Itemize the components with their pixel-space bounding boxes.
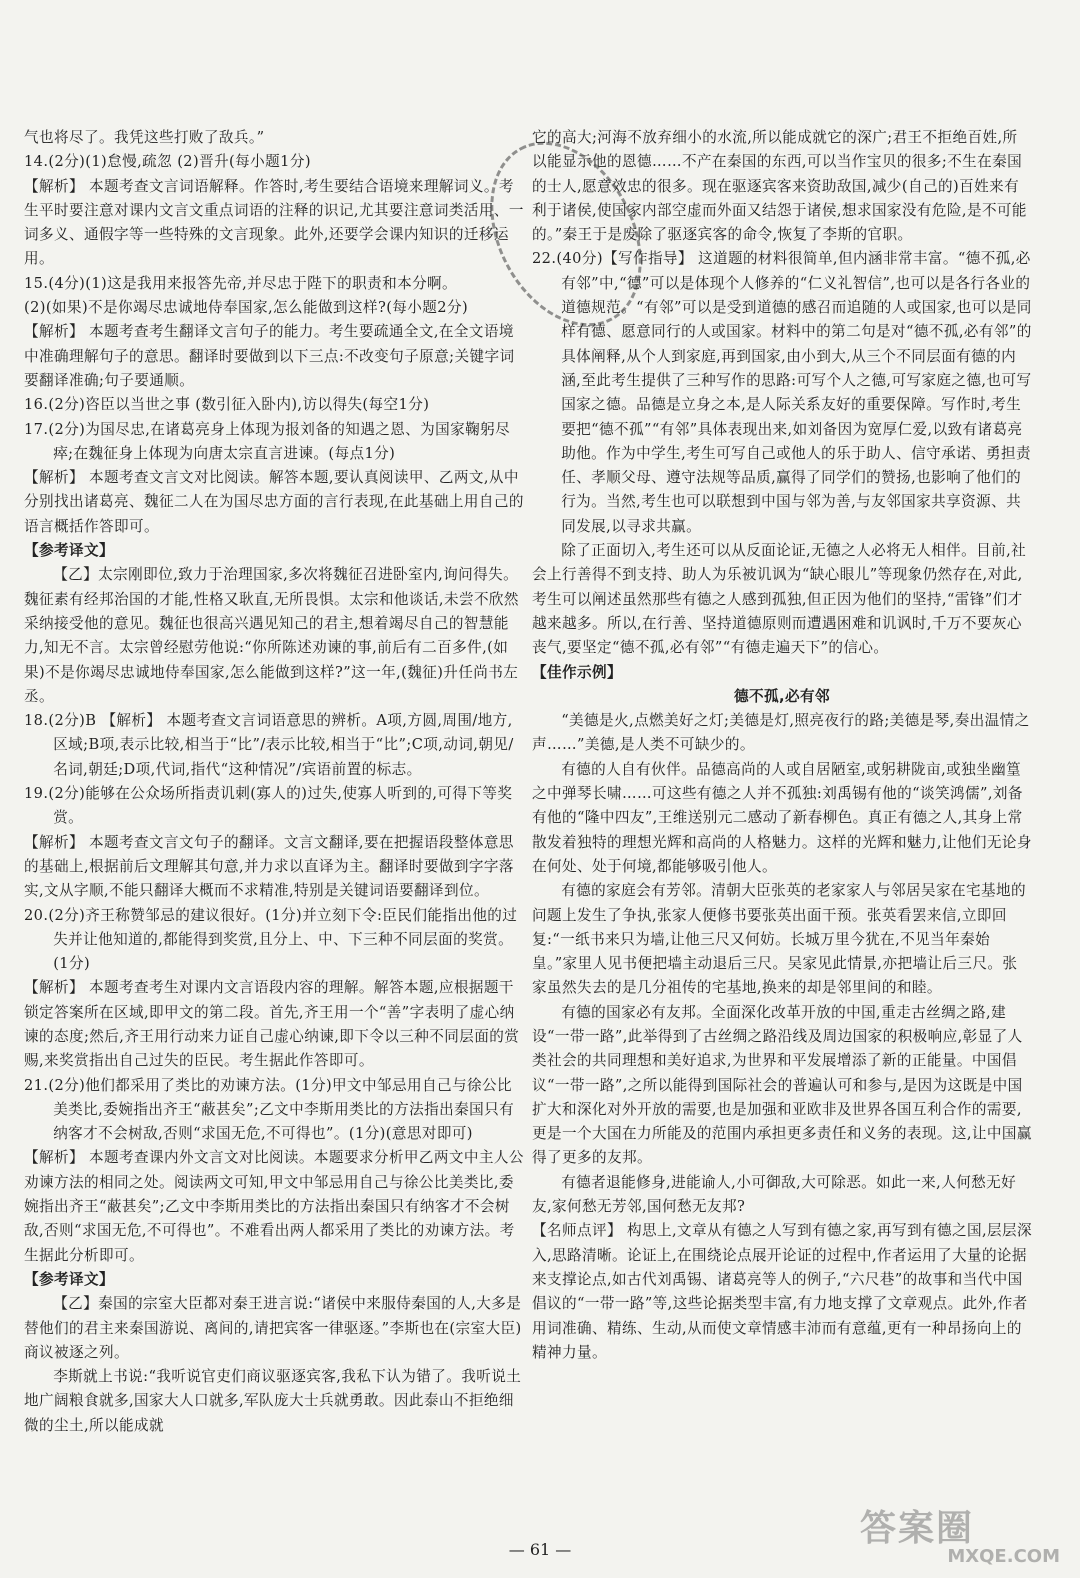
left-paragraph: 【解析】 本题考查课内外文言文对比阅读。本题要求分析甲乙两文中主人公劝谏方法的相同之处。阅读两文可知,甲文中邹忌用自己与徐公比美类比,委婉指出齐王“蔽甚矣”;乙文中李斯用类比的方法指出秦国只有纳客才不会树敌,否则“求国无危,不可得也”。不难看出两人都采用了类比的劝谏方法。考生据此分析即可。 bbox=[24, 1149, 524, 1264]
left-paragraph: 16.(2分)咨臣以当世之事 (数引征入卧内),访以得失(每空1分) bbox=[24, 396, 430, 414]
right-paragraph: “美德是火,点燃美好之灯;美德是灯,照亮夜行的路;美德是琴,奏出温情之声……”美德,是人类不可缺少的。 bbox=[532, 712, 1030, 754]
left-paragraph: 18.(2分)B 【解析】 本题考查文言词语意思的辨析。A项,方圆,周围/地方,区域;B项,表示比较,相当于“比”/表示比较,相当于“比”;C项,动词,朝见/名词,朝廷;D项,代词,指代“这种情况”/宾语前置的标志。 bbox=[24, 712, 514, 778]
left-paragraph: 【解析】 本题考查文言文句子的翻译。文言文翻译,要在把握语段整体意思的基础上,根据前后文理解其句意,并力求以直译为主。翻译时要做到字字落实,文从字顺,不能只翻译大概而不求精准,特别是关键词语要翻译到位。 bbox=[24, 833, 514, 900]
right-paragraph: 它的高大;河海不放弃细小的水流,所以能成就它的深广;君王不拒绝百姓,所以能显示他的恩德……不产在秦国的东西,可以当作宝贝的很多;不生在秦国的士人,愿意效忠的很多。现在驱逐宾客来资助敌国,减少(自己的)百姓来有利于诸侯,使国家内部空虚而外面又结怨于诸侯,想求国家没有危险,是不可能的。”秦王于是废除了驱逐宾客的命令,恢复了李斯的官职。 bbox=[532, 129, 1027, 244]
left-paragraph: 【解析】 本题考查考生翻译文言句子的能力。考生要疏通全文,在全文语境中准确理解句子的意思。翻译时要做到以下三点:不改变句子原意;关键字词要翻译准确;句子要通顺。 bbox=[24, 323, 515, 389]
page-number: — 61 — bbox=[508, 1540, 572, 1559]
left-paragraph: 19.(2分)能够在公众场所指责讥刺(寡人的)过失,使寡人听到的,可得下等奖赏。 bbox=[24, 785, 513, 827]
right-paragraph: 除了正面切入,考生还可以从反面论证,无德之人必将无人相伴。目前,社会上行善得不到支持、助人为乐被讥讽为“缺心眼儿”等现象仍然存在,对此,考生可以阐述虽然那些有德之人感到孤独,但正因为他们的坚持,“雷锋”们才越来越多。所以,在行善、坚持道德原则而遭遇困难和讥讽时,千万不要灰心丧气,要坚定“德不孤,必有邻”“有德走遍天下”的信心。 bbox=[532, 542, 1027, 657]
watermark-url: MXQE.COM bbox=[947, 1546, 1060, 1567]
left-column bbox=[24, 126, 524, 1438]
left-paragraph: 李斯就上书说:“我听说官吏们商议驱逐宾客,我私下认为错了。我听说土地广阔粮食就多,国家大人口就多,军队庞大士兵就勇敢。因此泰山不拒绝细微的尘土,所以能成就 bbox=[24, 1368, 522, 1434]
right-paragraph: 有德者退能修身,进能谕人,小可御敌,大可除恶。如此一来,人何愁无好友,家何愁无芳邻,国何愁无友邦? bbox=[532, 1173, 1017, 1216]
left-paragraph: 【解析】 本题考查文言词语解释。作答时,考生要结合语境来理解词义。考生平时要注意对课内文言文重点词语的注释的识记,尤其要注意词类活用、一词多义、通假字等一些特殊的文言现象。此外,还要学会课内知识的迁移运用。 bbox=[24, 177, 524, 268]
right-paragraph: 有德的家庭会有芳邻。清朝大臣张英的老家家人与邻居吴家在宅基地的问题上发生了争执,张家人便修书要张英出面干预。张英看罢来信,立即回复:“一纸书来只为墙,让他三尺又何妨。长城万里今犹在,不见当年秦始皇。”家里人见书便把墙主动退后三尺。吴家见此情景,亦把墙让后三尺。张家虽然失去的是几分祖传的宅基地,换来的却是邻里间的和睦。 bbox=[532, 882, 1026, 997]
right-paragraph: 有德的人自有伙伴。品德高尚的人或自居陋室,或躬耕陇亩,或独坐幽篁之中弹琴长啸……可这些有德之人并不孤独:刘禹锡有他的“谈笑鸿儒”,刘备有他的“隆中四友”,王维送别元二感动了新春柳色。真正有德之人,其身上常散发着独特的理想光辉和高尚的人格魅力。这样的光辉和魅力,让他们无论身在何处、处于何境,都能够吸引他人。 bbox=[532, 760, 1032, 875]
left-paragraph: 【解析】 本题考查文言文对比阅读。解答本题,要认真阅读甲、乙两文,从中分别找出诸葛亮、魏征二人在为国尽忠方面的言行表现,在此基础上用自己的语言概括作答即可。 bbox=[24, 469, 524, 535]
left-paragraph: 【乙】太宗刚即位,致力于治理国家,多次将魏征召进卧室内,询问得失。魏征素有经邦治国的才能,性格又耿直,无所畏惧。太宗和他谈话,未尝不欣然采纳接受他的意见。魏征也很高兴遇见知己的君主,想着竭尽自己的智慧能力,知无不言。太宗曾经慰劳他说:“你所陈述劝谏的事,前后有二百多件,(如果)不是你竭尽忠诚地侍奉国家,怎么能做到这样?”这一年,(魏征)升任尚书左丞。 bbox=[24, 566, 519, 705]
right-paragraph: 【佳作示例】 bbox=[532, 663, 622, 681]
left-paragraph: 20.(2分)齐王称赞邹忌的建议很好。(1分)并立刻下令:臣民们能指出他的过失并让他知道的,都能得到奖赏,且分上、中、下三种不同层面的奖赏。(1分) bbox=[24, 906, 518, 973]
left-paragraph: 气也将尽了。我凭这些打败了敌兵。” bbox=[24, 129, 265, 146]
right-paragraph: 【名师点评】 构思上,文章从有德之人写到有德之家,再写到有德之国,层层深入,思路清晰。论证上,在围绕论点展开论证的过程中,作者运用了大量的论据来支撑论点,如古代刘禹锡、诸葛亮等人的例子,“六尺巷”的故事和当代中国倡议的“一带一路”等,这些论据类型丰富,有力地支撑了文章观点。此外,作者用词准确、精练、生动,从而使文章情感丰沛而有意蕴,更有一种昂扬向上的精神力量。 bbox=[532, 1222, 1032, 1361]
right-paragraph: 22.(40分)【写作指导】 这道题的材料很简单,但内涵非常丰富。“德不孤,必有邻”中,“德”可以是体现个人修养的“仁义礼智信”,也可以是各行各业的道德规范。“有邻”可以是受到道德的感召而追随的人或国家,也可以是同样有德、愿意同行的人或国家。材料中的第二句是对“德不孤,必有邻”的具体阐释,从个人到家庭,再到国家,由小到大,从三个不同层面有德的内涵,至此考生提供了三种写作的思路:可写个人之德,可写家庭之德,也可写国家之德。品德是立身之本,是人际关系友好的重要保障。写作时,考生要把“德不孤”“有邻”具体表现出来,如刘备因为宽厚仁爱,以致有诸葛亮助他。作为中学生,考生可写自己或他人的乐于助人、信守承诺、勇担责任、孝顺父母、遵守法规等品质,赢得了同学们的赞扬,也影响了他们的行为。当然,考生也可以联想到中国与邻为善,与友邻国家共享资源、共同发展,以寻求共赢。 bbox=[532, 250, 1032, 535]
site-watermark bbox=[860, 1500, 1060, 1570]
left-paragraph: 【乙】秦国的宗室大臣都对秦王进言说:“诸侯中来服侍秦国的人,大多是替他们的君主来秦国游说、离间的,请把宾客一律驱逐。”李斯也在(宗室大臣)商议被逐之列。 bbox=[24, 1295, 522, 1361]
left-paragraph: 21.(2分)他们都采用了类比的劝谏方法。(1分)甲文中邹忌用自己与徐公比美类比,委婉指出齐王“蔽甚矣”;乙文中李斯用类比的方法指出秦国只有纳客才不会树敌,否则“求国无危,不可得也”。(1分)(意思对即可) bbox=[24, 1076, 515, 1143]
left-paragraph: 【参考译文】 bbox=[24, 542, 114, 560]
left-paragraph: 17.(2分)为国尽忠,在诸葛亮身上体现为报刘备的知遇之恩、为国家鞠躬尽瘁;在魏征身上体现为向唐太宗直言进谏。(每点1分) bbox=[24, 420, 511, 462]
left-paragraph: 15.(4分)(1)这是我用来报答先帝,并尽忠于陛下的职责和本分啊。 bbox=[24, 274, 458, 292]
left-paragraph: 14.(2分)(1)怠慢,疏忽 (2)晋升(每小题1分) bbox=[24, 153, 311, 171]
right-paragraph: 德不孤,必有邻 bbox=[734, 687, 830, 705]
right-paragraph: 有德的国家必有友邦。全面深化改革开放的中国,重走古丝绸之路,建设“一带一路”,此举得到了古丝绸之路沿线及周边国家的积极响应,彰显了人类社会的共同理想和美好追求,为世界和平发展增添了新的正能量。中国倡议“一带一路”,之所以能得到国际社会的普遍认可和参与,是因为这既是中国扩大和深化对外开放的需要,也是加强和亚欧非及世界各国互利合作的需要,更是一个大国在力所能及的范围内承担更多责任和义务的表现。这,让中国赢得了更多的友邦。 bbox=[532, 1003, 1032, 1167]
watermark-logo-text: 答案圈 bbox=[860, 1508, 975, 1549]
left-paragraph: 【参考译文】 bbox=[24, 1270, 114, 1288]
left-paragraph: 【解析】 本题考查考生对课内文言语段内容的理解。解答本题,应根据题干锁定答案所在区域,即甲文的第二段。首先,齐王用一个“善”字表明了虚心纳谏的态度;然后,齐王用行动来力证自己虚心纳谏,即下令以三种不同层面的赏赐,来奖赏指出自己过失的臣民。考生据此作答即可。 bbox=[24, 979, 520, 1070]
left-paragraph: (2)(如果)不是你竭尽忠诚地侍奉国家,怎么能做到这样?(每小题2分) bbox=[24, 299, 469, 317]
